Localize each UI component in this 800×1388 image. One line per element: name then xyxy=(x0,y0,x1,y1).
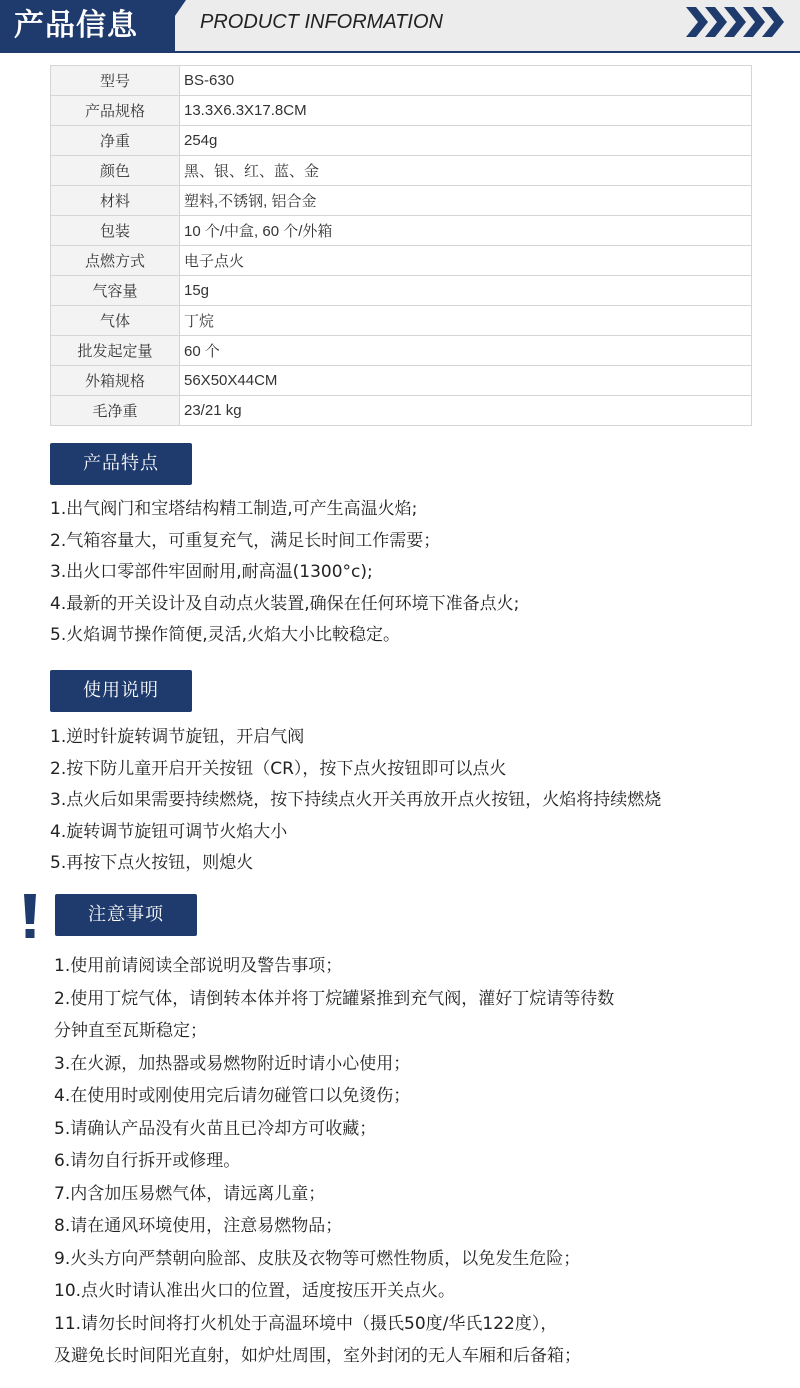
list-item: 8.请在通风环境使用，注意易燃物品； xyxy=(54,1216,343,1236)
spec-label: 颜色 xyxy=(51,156,180,186)
spec-value: 塑料,不锈钢, 铝合金 xyxy=(180,186,752,216)
list-item: 5.再按下点火按钮，则熄火 xyxy=(50,853,254,873)
spec-value: 254g xyxy=(180,126,752,156)
table-row xyxy=(51,216,752,246)
warnings-list xyxy=(54,950,614,1373)
list-item: 1.使用前请阅读全部说明及警告事项； xyxy=(54,956,343,976)
header-band xyxy=(0,0,800,52)
spec-value: 15g xyxy=(180,276,752,306)
spec-value: 23/21 kg xyxy=(180,396,752,426)
spec-label: 点燃方式 xyxy=(51,246,180,276)
header-divider xyxy=(0,51,800,53)
spec-label: 包装 xyxy=(51,216,180,246)
list-item: 4.最新的开关设计及自动点火装置,确保在任何环境下准备点火; xyxy=(50,593,520,614)
table-row xyxy=(51,306,752,336)
spec-table xyxy=(50,65,752,426)
usage-title: 使用说明 xyxy=(83,680,159,701)
table-row xyxy=(51,336,752,366)
list-item: 2.使用丁烷气体，请倒转本体并将丁烷罐紧推到充气阀，灌好丁烷请等待数 xyxy=(54,988,615,1009)
list-item: 2.按下防儿童开启开关按钮（CR），按下点火按钮即可以点火 xyxy=(50,758,507,779)
table-row xyxy=(51,126,752,156)
list-item: 11.请勿长时间将打火机处于高温环境中（摄氏50度/华氏122度）， xyxy=(54,1313,558,1334)
spec-label: 型号 xyxy=(51,66,180,96)
table-row xyxy=(51,276,752,306)
spec-label: 气容量 xyxy=(51,276,180,306)
warnings-badge xyxy=(55,894,197,936)
list-item: 4.在使用时或刚使用完后请勿碰管口以免烫伤； xyxy=(54,1086,411,1106)
spec-value: 13.3X6.3X17.8CM xyxy=(180,96,752,126)
list-item: 及避免长时间阳光直射，如炉灶周围，室外封闭的无人车厢和后备箱； xyxy=(54,1346,581,1366)
list-item: 4.旋转调节旋钮可调节火焰大小 xyxy=(50,821,288,842)
header-title-slant xyxy=(150,0,186,52)
spec-label: 材料 xyxy=(51,186,180,216)
list-item: 5.火焰调节操作简便,灵活,火焰大小比較稳定。 xyxy=(50,625,401,645)
spec-value: 丁烷 xyxy=(180,306,752,336)
table-row xyxy=(51,366,752,396)
spec-value: 60 个 xyxy=(180,336,752,366)
warnings-title: 注意事项 xyxy=(88,904,164,925)
table-row xyxy=(51,66,752,96)
features-title: 产品特点 xyxy=(83,453,159,474)
spec-label: 产品规格 xyxy=(51,96,180,126)
table-row xyxy=(51,186,752,216)
spec-value: BS-630 xyxy=(180,66,752,96)
list-item: 分钟直至瓦斯稳定； xyxy=(54,1021,207,1041)
spec-label: 气体 xyxy=(51,306,180,336)
list-item: 3.出火口零部件牢固耐用,耐高温(1300°c); xyxy=(50,562,373,582)
list-item: 2.气箱容量大，可重复充气，满足长时间工作需要； xyxy=(50,530,441,551)
list-item: 10.点火时请认准出火口的位置，适度按压开关点火。 xyxy=(54,1281,456,1301)
features-list xyxy=(50,494,519,652)
list-item: 9.火头方向严禁朝向脸部、皮肤及衣物等可燃性物质，以免发生危险； xyxy=(54,1248,581,1269)
table-row xyxy=(51,246,752,276)
list-item: 1.逆时针旋转调节旋钮，开启气阀 xyxy=(50,727,305,747)
spec-value: 电子点火 xyxy=(180,246,752,276)
spec-label: 净重 xyxy=(51,126,180,156)
spec-value: 黑、银、红、蓝、金 xyxy=(180,156,752,186)
list-item: 5.请确认产品没有火苗且已冷却方可收藏； xyxy=(54,1118,377,1139)
usage-badge xyxy=(50,670,192,712)
table-row xyxy=(51,156,752,186)
features-badge xyxy=(50,443,192,485)
list-item: 3.在火源，加热器或易燃物附近时请小心使用； xyxy=(54,1053,411,1074)
spec-value: 56X50X44CM xyxy=(180,366,752,396)
list-item: 3.点火后如果需要持续燃烧，按下持续点火开关再放开点火按钮，火焰将持续燃烧 xyxy=(50,790,662,810)
chevron-right-multiple-icon xyxy=(686,7,784,37)
list-item: 6.请勿自行拆开或修理。 xyxy=(54,1151,241,1171)
spec-label: 批发起定量 xyxy=(51,336,180,366)
table-row xyxy=(51,396,752,426)
spec-label: 毛净重 xyxy=(51,396,180,426)
spec-label: 外箱规格 xyxy=(51,366,180,396)
table-row xyxy=(51,96,752,126)
list-item: 1.出气阀门和宝塔结构精工制造,可产生高温火焰; xyxy=(50,499,418,519)
exclamation-icon xyxy=(22,894,38,940)
spec-value: 10 个/中盒, 60 个/外箱 xyxy=(180,216,752,246)
list-item: 7.内含加压易燃气体，请远离儿童； xyxy=(54,1183,326,1204)
header-subtitle: PRODUCT INFORMATION xyxy=(200,11,443,33)
header-title: 产品信息 xyxy=(14,8,138,43)
usage-list xyxy=(50,722,661,880)
